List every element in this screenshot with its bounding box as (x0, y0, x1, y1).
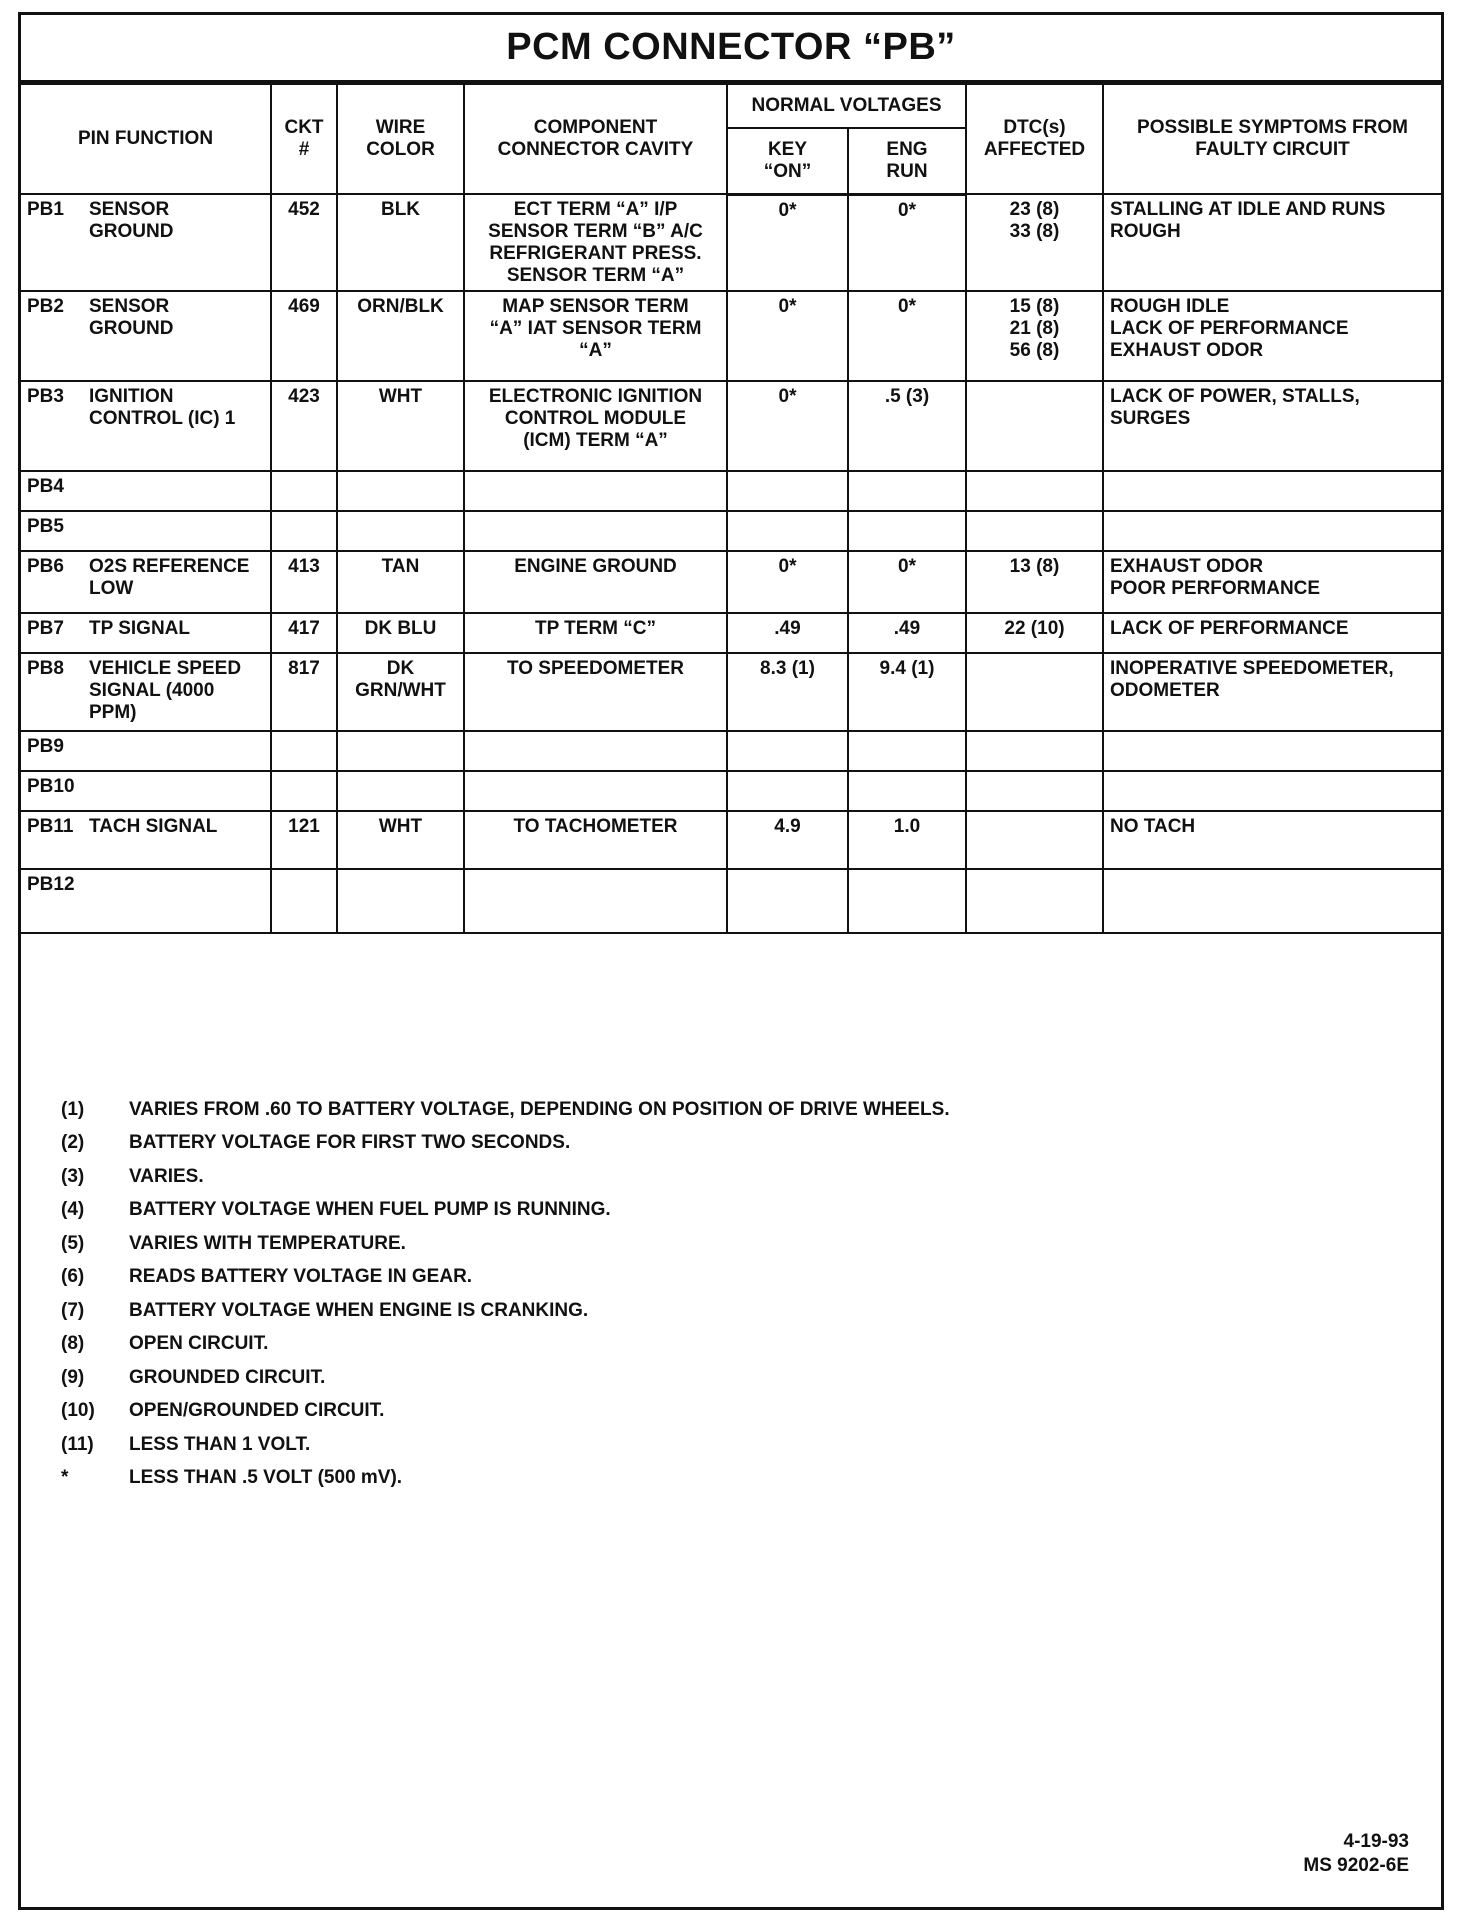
eng-run-voltage-cell: .49 (848, 613, 966, 653)
pin-cell (21, 551, 271, 613)
header-eng-run: ENG RUN (848, 128, 966, 194)
key-on-voltage-cell: 8.3 (1) (727, 653, 848, 731)
note-text: BATTERY VOLTAGE WHEN FUEL PUMP IS RUNNING. (129, 1199, 611, 1221)
symptoms-cell (1103, 869, 1441, 933)
note-text: VARIES. (129, 1165, 204, 1187)
symptoms-cell: STALLING AT IDLE AND RUNS ROUGH (1103, 194, 1441, 291)
note-text: LESS THAN .5 VOLT (500 mV). (129, 1467, 403, 1489)
eng-run-voltage-cell: 1.0 (848, 811, 966, 869)
pin-id: PB1 (27, 199, 64, 220)
component-cell: TP TERM “C” (464, 613, 727, 653)
note-key: (2) (61, 1132, 85, 1154)
dtc-cell (966, 731, 1103, 771)
pin-id: PB6 (27, 556, 64, 578)
pin-id: PB3 (27, 386, 64, 408)
ckt-cell: 452 (271, 194, 337, 291)
table-row (21, 731, 1441, 771)
header-normal-voltages: NORMAL VOLTAGES (727, 84, 966, 128)
note-text: OPEN CIRCUIT. (129, 1333, 269, 1355)
key-on-voltage-cell: 0* (727, 291, 848, 381)
eng-run-voltage-cell (848, 471, 966, 511)
ckt-cell (271, 731, 337, 771)
note-item (61, 1361, 1401, 1395)
ckt-cell (271, 771, 337, 811)
note-text: LESS THAN 1 VOLT. (129, 1433, 311, 1455)
note-key: (9) (61, 1366, 85, 1388)
note-item (61, 1127, 1401, 1161)
pin-function: TP SIGNAL (89, 618, 190, 640)
table-row (21, 471, 1441, 511)
eng-run-voltage-cell: 0* (848, 194, 966, 291)
wire-color-cell (337, 731, 464, 771)
ckt-cell: 423 (271, 381, 337, 471)
pin-cell (21, 811, 271, 869)
table-row (21, 291, 1441, 381)
pin-id: PB7 (27, 618, 64, 640)
component-cell: TO SPEEDOMETER (464, 653, 727, 731)
key-on-voltage-cell: .49 (727, 613, 848, 653)
pin-id: PB4 (27, 476, 64, 498)
component-cell: TO TACHOMETER (464, 811, 727, 869)
component-cell (464, 771, 727, 811)
note-text: BATTERY VOLTAGE FOR FIRST TWO SECONDS. (129, 1132, 571, 1154)
pin-function: SENSOR GROUND (89, 199, 174, 242)
note-text: VARIES WITH TEMPERATURE. (129, 1232, 406, 1254)
table-body (21, 194, 1441, 933)
eng-run-voltage-cell: 9.4 (1) (848, 653, 966, 731)
ckt-cell: 469 (271, 291, 337, 381)
note-key: (11) (61, 1433, 94, 1455)
dtc-cell (966, 869, 1103, 933)
dtc-cell (966, 511, 1103, 551)
key-on-voltage-cell (727, 869, 848, 933)
symptoms-cell: LACK OF PERFORMANCE (1103, 613, 1441, 653)
ckt-cell: 417 (271, 613, 337, 653)
wire-color-cell: DK BLU (337, 613, 464, 653)
notes-list (61, 1093, 1401, 1495)
eng-run-voltage-cell: 0* (848, 551, 966, 613)
dtc-cell (966, 653, 1103, 731)
key-on-voltage-cell (727, 511, 848, 551)
pin-id: PB9 (27, 736, 64, 758)
note-item (61, 1462, 1401, 1496)
header-ckt: CKT # (271, 84, 337, 194)
note-text: VARIES FROM .60 TO BATTERY VOLTAGE, DEPENDING ON POSITION OF DRIVE WHEELS. (129, 1098, 950, 1120)
component-cell: ENGINE GROUND (464, 551, 727, 613)
component-cell: ECT TERM “A” I/P SENSOR TERM “B” A/C REFRIGERANT PRESS. SENSOR TERM “A” (464, 194, 727, 291)
key-on-voltage-cell: 0* (727, 381, 848, 471)
note-text: OPEN/GROUNDED CIRCUIT. (129, 1400, 385, 1422)
pin-id: PB11 (27, 816, 74, 838)
note-text: READS BATTERY VOLTAGE IN GEAR. (129, 1266, 473, 1288)
document-frame (18, 12, 1444, 1910)
wire-color-cell: ORN/BLK (337, 291, 464, 381)
pin-cell (21, 194, 271, 291)
header-symptoms: POSSIBLE SYMPTOMS FROM FAULTY CIRCUIT (1103, 84, 1441, 194)
eng-run-voltage-cell (848, 869, 966, 933)
pin-cell (21, 291, 271, 381)
wire-color-cell: DK GRN/WHT (337, 653, 464, 731)
header-dtc: DTC(s) AFFECTED (966, 84, 1103, 194)
header-component: COMPONENT CONNECTOR CAVITY (464, 84, 727, 194)
note-key: (5) (61, 1232, 85, 1254)
pin-function (89, 776, 264, 798)
ckt-cell (271, 471, 337, 511)
eng-run-voltage-cell: .5 (3) (848, 381, 966, 471)
dtc-cell (966, 771, 1103, 811)
table-row (21, 511, 1441, 551)
page-title: PCM CONNECTOR “PB” (21, 15, 1441, 83)
dtc-cell: 13 (8) (966, 551, 1103, 613)
pin-id: PB5 (27, 516, 64, 538)
note-key: (1) (61, 1098, 85, 1120)
wire-color-cell: WHT (337, 381, 464, 471)
note-key: (3) (61, 1165, 85, 1187)
note-text: GROUNDED CIRCUIT. (129, 1366, 326, 1388)
footer-date: 4-19-93 (1343, 1830, 1409, 1852)
note-item (61, 1261, 1401, 1295)
note-key: (8) (61, 1333, 85, 1355)
key-on-voltage-cell (727, 731, 848, 771)
pin-function (89, 736, 264, 758)
wire-color-cell: WHT (337, 811, 464, 869)
symptoms-cell: INOPERATIVE SPEEDOMETER, ODOMETER (1103, 653, 1441, 731)
pin-function: O2S REFERENCE LOW (89, 556, 250, 600)
note-key: (7) (61, 1299, 85, 1321)
note-key: * (61, 1467, 69, 1489)
wire-color-cell: TAN (337, 551, 464, 613)
pin-cell (21, 869, 271, 933)
table-row (21, 381, 1441, 471)
key-on-voltage-cell (727, 771, 848, 811)
note-item (61, 1093, 1401, 1127)
dtc-cell (966, 811, 1103, 869)
pin-cell (21, 653, 271, 731)
symptoms-cell (1103, 771, 1441, 811)
wire-color-cell (337, 511, 464, 551)
pin-cell (21, 471, 271, 511)
symptoms-cell (1103, 511, 1441, 551)
pin-function (89, 476, 264, 498)
pin-cell (21, 511, 271, 551)
note-item (61, 1328, 1401, 1362)
note-key: (4) (61, 1199, 85, 1221)
header-wire-color: WIRE COLOR (337, 84, 464, 194)
pin-cell (21, 613, 271, 653)
note-item (61, 1395, 1401, 1429)
table-row (21, 613, 1441, 653)
table-row (21, 811, 1441, 869)
eng-run-voltage-cell (848, 511, 966, 551)
key-on-voltage-cell: 0* (727, 194, 848, 291)
pin-function: SENSOR GROUND (89, 296, 174, 340)
key-on-voltage-cell (727, 471, 848, 511)
note-key: (6) (61, 1266, 85, 1288)
header-pin-function: PIN FUNCTION (21, 84, 271, 194)
pin-function: VEHICLE SPEED SIGNAL (4000 PPM) (89, 658, 242, 724)
table-row (21, 653, 1441, 731)
dtc-cell: 22 (10) (966, 613, 1103, 653)
wire-color-cell: BLK (337, 194, 464, 291)
component-cell: MAP SENSOR TERM “A” IAT SENSOR TERM “A” (464, 291, 727, 381)
pin-id: PB8 (27, 658, 64, 680)
pin-id: PB10 (27, 776, 75, 798)
component-cell (464, 511, 727, 551)
pin-cell (21, 381, 271, 471)
wire-color-cell (337, 771, 464, 811)
symptoms-cell: LACK OF POWER, STALLS, SURGES (1103, 381, 1441, 471)
pin-id: PB12 (27, 874, 75, 896)
pin-function (89, 516, 264, 538)
dtc-cell (966, 471, 1103, 511)
eng-run-voltage-cell (848, 731, 966, 771)
table-row (21, 551, 1441, 613)
dtc-cell: 23 (8) 33 (8) (966, 194, 1103, 291)
wire-color-cell (337, 869, 464, 933)
ckt-cell (271, 511, 337, 551)
dtc-cell: 15 (8) 21 (8) 56 (8) (966, 291, 1103, 381)
pin-id: PB2 (27, 296, 64, 318)
ckt-cell: 817 (271, 653, 337, 731)
pin-function: IGNITION CONTROL (IC) 1 (89, 386, 236, 430)
note-item (61, 1227, 1401, 1261)
table-row (21, 194, 1441, 291)
ckt-cell: 121 (271, 811, 337, 869)
component-cell (464, 471, 727, 511)
symptoms-cell: ROUGH IDLE LACK OF PERFORMANCE EXHAUST ODOR (1103, 291, 1441, 381)
table-row (21, 771, 1441, 811)
component-cell (464, 869, 727, 933)
eng-run-voltage-cell: 0* (848, 291, 966, 381)
component-cell (464, 731, 727, 771)
table-row (21, 869, 1441, 933)
symptoms-cell: NO TACH (1103, 811, 1441, 869)
note-item (61, 1194, 1401, 1228)
note-item (61, 1428, 1401, 1462)
key-on-voltage-cell: 4.9 (727, 811, 848, 869)
pin-function: TACH SIGNAL (89, 816, 218, 838)
note-key: (10) (61, 1400, 95, 1422)
header-key-on: KEY “ON” (727, 128, 848, 194)
component-cell: ELECTRONIC IGNITION CONTROL MODULE (ICM) TERM “A” (464, 381, 727, 471)
symptoms-cell (1103, 471, 1441, 511)
pin-cell (21, 771, 271, 811)
pin-function (89, 874, 264, 896)
symptoms-cell (1103, 731, 1441, 771)
footer-code: MS 9202-6E (1303, 1855, 1409, 1877)
note-item (61, 1160, 1401, 1194)
pin-cell (21, 731, 271, 771)
eng-run-voltage-cell (848, 771, 966, 811)
note-item (61, 1294, 1401, 1328)
note-text: BATTERY VOLTAGE WHEN ENGINE IS CRANKING. (129, 1299, 589, 1321)
symptoms-cell: EXHAUST ODOR POOR PERFORMANCE (1103, 551, 1441, 613)
pcm-connector-table (21, 83, 1441, 934)
key-on-voltage-cell: 0* (727, 551, 848, 613)
ckt-cell (271, 869, 337, 933)
footer (1303, 1830, 1409, 1879)
ckt-cell: 413 (271, 551, 337, 613)
wire-color-cell (337, 471, 464, 511)
dtc-cell (966, 381, 1103, 471)
